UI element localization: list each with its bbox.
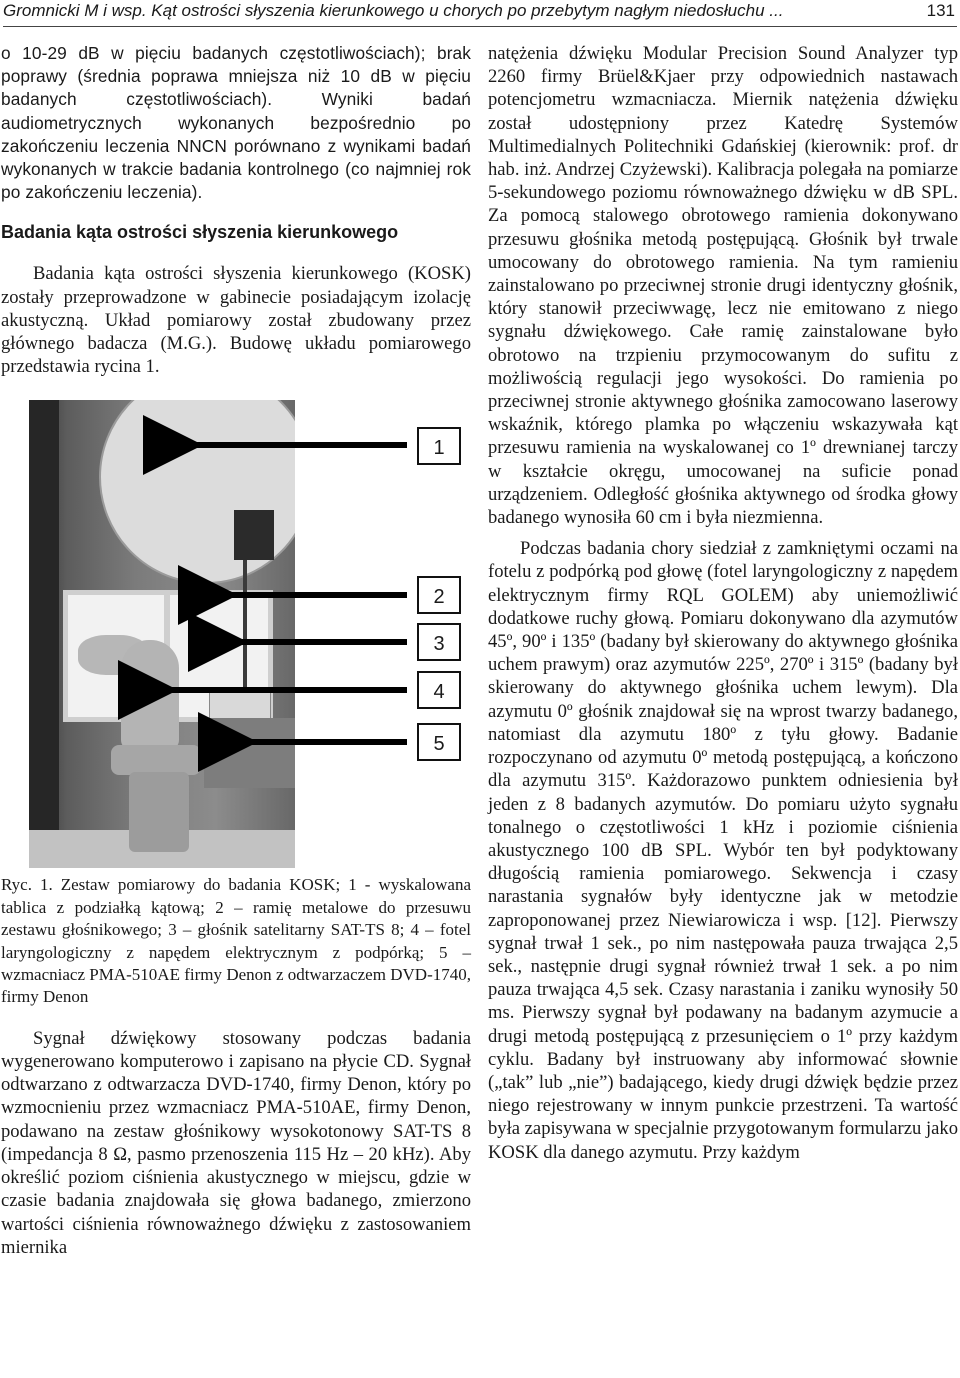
paragraph: Podczas badania chory siedział z zamkniętymi oczami na fotelu z podpórką pod głowę (fotel laryngologiczny z napędem elektrycznym firmy RQL GOLEM) aby uniemożliwić dodatkowe ruchy głową. Pomiaru dokonywano dla azymutów 45º, 90º i 135º (badany był skierowany do aktywnego głośnika uchem prawym) oraz azymutów 225º, 270º i 315º (badany był skierowany do aktywnego głośnika uchem lewym). Dla azymutu 0º głośnik znajdował się na wprost twarzy badanego, natomiast dla azymutu 180º z tyłu głowy. Badanie rozpoczynano od azymutu 0º metodą postępującą, a kończono dla azymutu 315º. Każdorazowo punktem odniesienia był jeden z 8 badanych azymutów. Do pomiaru użyto sygnału tonalnego o częstotliwości 1 kHz i poziomie ciśnienia akustycznego 100 dB SPL. Wybór ten był podyktowany długością ramienia pomiarowego. Sekwencja i czasy narastania sygnałów były identyczne jak w metodzie zaproponowanej przez Niewiarowicza i wsp. [12]. Pierwszy sygnał trwał 1 sek., po nim następowała pauza trwająca 2,5 sek., następnie drugi sygnał również trwał 1 sek. a po nim pauza trwająca 4,5 sek. Czasy narastania i zaniku wynosiły 50 ms. Pierwszy sygnał był podawany na badanym azymucie a drugi metodą postępującą z przesunięciem o 1º przy każdym cyklu. Badany był instruowany aby informować słownie („tak” lub „nie”) badającego, kiedy drugi dźwięk będzie przez niego rejestrowany w innym punkcie przestrzeni. Ta wartość była zapisywana w specjalnie przygotowanym formularzu jako KOSK dla danego azymutu. Przy każdym: [488, 538, 958, 1163]
paragraph: natężenia dźwięku Modular Precision Sound Analyzer typ 2260 firmy Brüel&Kjaer przy odpowiednich nastawach potencjometru wzmacniacza. Miernik natężenia dźwięku został udostępniony przez Katedrę Systemów Multimedialnych Politechniki Gdańskiej (kierownik: prof. dr hab. inż. Andrzej Czyżewski). Kalibracja polegała na pomiarze 5-sekundowego poziomu równoważnego dźwięku w dB SPL. Za pomocą stalowego obrotowego ramienia dokonywano przesuwu głośnika metodą postępującą. Głośnik był trwale umocowany do obrotowego ramienia. Na tym ramieniu zainstalowano po przeciwnej stronie drugi identyczny głośnik, który stanowił przeciwwagę, lecz nie emitowano z niego sygnału dźwiękowego. Całe ramię zainstalowane było obrotowo na trzpieniu przymocowanym do sufitu z możliwością regulacji jego wysokości. Do ramienia po przeciwnej stronie aktywnego głośnika zamocowano laserowy wskaźnik, którego plamka po włączeniu wskazywała kąt przesuwu ramienia na wyskalowanej co 1º drewnianej tarczy w kształcie okręgu, umocowanej na suficie ponad urządzeniem. Odległość głośnika aktywnego od środka głowy badanego wynosiła 60 cm i była niezmienna.: [488, 43, 958, 529]
figure-label-4: 4: [417, 671, 461, 709]
figure-1: [1, 400, 471, 874]
right-column: [488, 42, 958, 1164]
figure-arrows: [1, 400, 471, 874]
figure-label-3: 3: [417, 623, 461, 661]
left-column: [1, 42, 471, 1259]
running-title: Gromnicki M i wsp. Kąt ostrości słyszenia kierunkowego u chorych po przebytym nagłym niedosłuchu ...: [3, 1, 784, 20]
paragraph: Sygnał dźwiękowy stosowany podczas badania wygenerowano komputerowo i zapisano na płycie CD. Sygnał odtwarzano z odtwarzacza DVD-1740, firmy Denon, który po wzmocnieniu przez wzmacniacz PMA-510AE, firmy Denon, podawano na zestaw głośnikowy wysokotonowy SAT-TS 8 (impedancja 8 Ω, pasmo przenoszenia 115 Hz – 20 kHz). Aby określić poziom ciśnienia akustycznego w miejscu, gdzie w czasie badania znajdowała się głowa badanego, zmierzono wartości ciśnienia równoważnego dźwięku z zastosowaniem miernika: [1, 1027, 471, 1258]
paragraph: o 10-29 dB w pięciu badanych częstotliwościach); brak poprawy (średnia poprawa mniejsza niż 10 dB w pięciu badanych częstotliwościach). Wyniki badań audiometrycznych wykonanych bezpośrednio po zakończeniu leczenia NNCN porównano z wynikami badań wykonanych w trakcie badania kontrolnego (co najmniej rok po zakończeniu leczenia).: [1, 43, 471, 203]
section-heading: Badania kąta ostrości słyszenia kierunkowego: [1, 222, 399, 243]
paragraph: Badania kąta ostrości słyszenia kierunkowego (KOSK) zostały przeprowadzone w gabinecie posiadającym izolację akustyczną. Układ pomiarowy został zbudowany przez głównego badacza (M.G.). Budowę układu pomiarowego przedstawia rycina 1.: [1, 263, 471, 378]
figure-label-5: 5: [417, 723, 461, 761]
page-header: [3, 0, 957, 24]
page-number: 131: [926, 1, 955, 20]
figure-caption: Ryc. 1. Zestaw pomiarowy do badania KOSK; 1 - wyskalowana tablica z podziałką kątową; 2 – ramię metalowe do przesuwu zestawu głośnikowego; 3 – głośnik satelitarny SAT-TS 8; 4 – fotel laryngologiczny z napędem elektrycznym z podpórką; 5 – wzmacniacz PMA-510AE firmy Denon z odtwarzaczem DVD-1740, firmy Denon: [1, 875, 471, 1007]
figure-label-2: 2: [417, 576, 461, 614]
figure-label-1: 1: [417, 427, 461, 465]
header-rule: [3, 26, 957, 27]
